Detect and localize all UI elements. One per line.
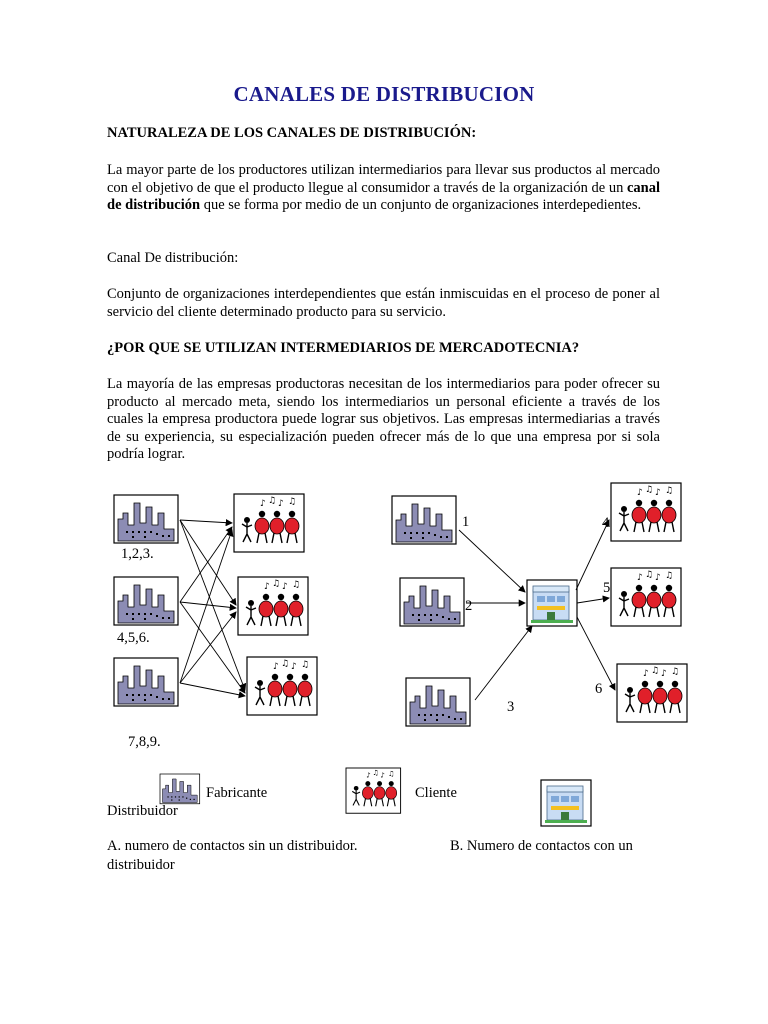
factory-icon — [160, 774, 200, 804]
factory-icon — [114, 577, 178, 625]
route-number: 5 — [603, 580, 611, 596]
store-icon — [541, 780, 591, 826]
route-number: 1 — [462, 514, 470, 530]
route-number: 6 — [595, 681, 603, 697]
dancers-icon — [617, 664, 687, 722]
factory-icon — [400, 578, 464, 626]
page-title: CANALES DE DISTRIBUCION — [233, 82, 535, 106]
paragraph-definition: Conjunto de organizaciones interdependientes que están inmiscuidas en el proceso de poner al servicio del cliente determinado producto para su servicio. — [107, 286, 660, 320]
paragraph-text: La mayor parte de los productores utilizan intermediarios para llevar sus productos al mercado con el objetivo de que el producto llegue al consumidor a través de la organización de un — [107, 162, 660, 196]
contacts-label: 4,5,6. — [117, 630, 150, 646]
dancers-icon — [234, 494, 304, 552]
definition-label: Canal De distribución: — [107, 250, 239, 266]
caption-b: B. Numero de contactos con un — [450, 838, 633, 854]
contacts-label: 1,2,3. — [121, 546, 154, 562]
paragraph-text: que se forma por medio de un conjunto de organizaciones interdepedientes. — [200, 197, 642, 214]
route-number: 3 — [507, 699, 515, 715]
factory-icon — [114, 495, 178, 543]
caption-a: A. numero de contactos sin un distribuidor. — [107, 838, 358, 854]
legend-cliente: Cliente — [415, 785, 457, 801]
dancers-icon — [346, 768, 401, 813]
route-number: 4 — [602, 515, 610, 531]
dancers-icon — [247, 657, 317, 715]
distribution-diagram: ♪ ♫ ♪ ♫ — [0, 0, 768, 1024]
factory-icon — [406, 678, 470, 726]
dancers-icon — [611, 568, 681, 626]
caption-b-continuation: distribuidor — [107, 857, 175, 873]
paragraph-intermediarios: La mayoría de las empresas productoras necesitan de los intermediarios para poder ofrecer su producto al mercado meta, siendo los intermediarios un personal eficiente a través de los cuales la empresa productora puede lograr sus objetivos. Las empresas intermediarias a través de su experiencia, su especialización pueden ofrecer más de lo que una empresa por si sola podría lograr. — [107, 376, 660, 463]
dancers-icon — [238, 577, 308, 635]
contacts-label: 7,8,9. — [128, 734, 161, 750]
section-heading-naturaleza: NATURALEZA DE LOS CANALES DE DISTRIBUCIÓN: — [107, 125, 477, 141]
bold-term: canal de distribución — [107, 179, 660, 214]
route-number: 2 — [465, 598, 473, 614]
legend-fabricante: Fabricante — [206, 785, 268, 801]
dancers-icon — [611, 483, 681, 541]
legend-distribuidor: Distribuidor — [107, 803, 178, 819]
factory-icon — [114, 658, 178, 706]
section-heading-intermediarios: ¿POR QUE SE UTILIZAN INTERMEDIARIOS DE MERCADOTECNIA? — [107, 340, 580, 356]
store-icon — [527, 580, 577, 626]
factory-icon — [392, 496, 456, 544]
